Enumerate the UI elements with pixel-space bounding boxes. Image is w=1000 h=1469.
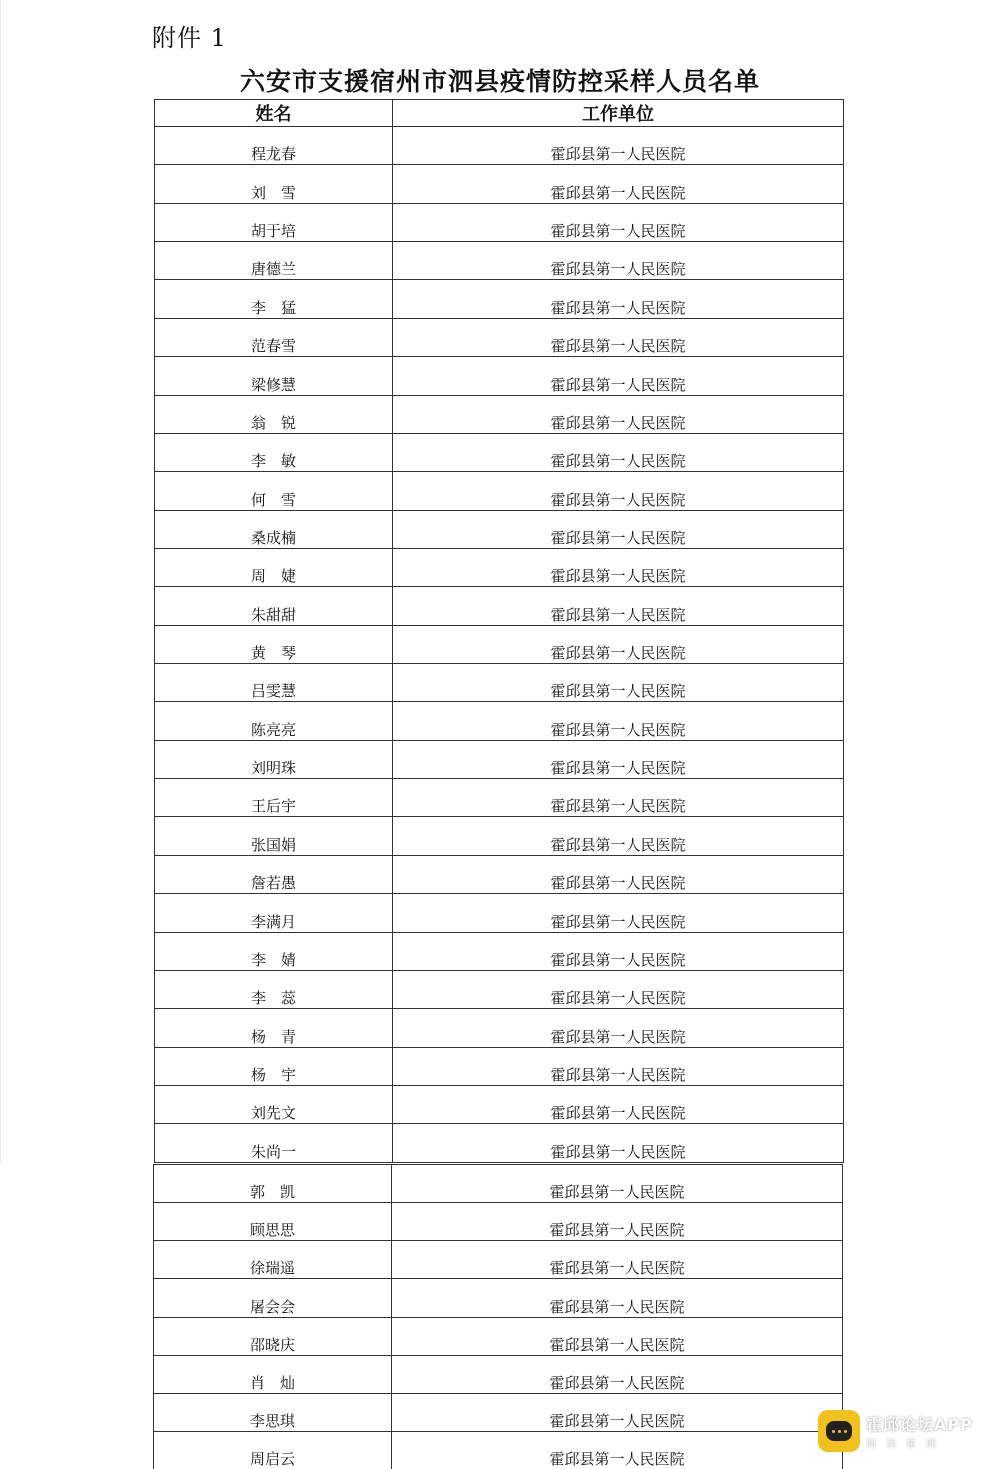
- cell-name: 刘 雪: [155, 165, 393, 203]
- cell-name: 李 蕊: [155, 970, 393, 1008]
- cell-name: 邵晓庆: [154, 1317, 392, 1355]
- table-row: [155, 395, 844, 433]
- table-row: [155, 932, 844, 970]
- cell-name: 顾思思: [154, 1203, 392, 1241]
- personnel-table-continued: [153, 1164, 843, 1469]
- table-header-row: [155, 100, 844, 127]
- cell-name: 黄 琴: [155, 625, 393, 663]
- cell-name: 唐德兰: [155, 242, 393, 280]
- page-edge: [0, 0, 1, 1162]
- cell-name: 吕雯慧: [155, 664, 393, 702]
- cell-name: 陈亮亮: [155, 702, 393, 740]
- table-row: [155, 510, 844, 548]
- cell-name: 朱甜甜: [155, 587, 393, 625]
- cell-unit: 霍邱县第一人民医院: [393, 932, 844, 970]
- cell-name: 何 雪: [155, 472, 393, 510]
- personnel-table: [154, 99, 844, 1163]
- cell-name: 胡于培: [155, 203, 393, 241]
- table-row: [155, 855, 844, 893]
- table-row: [155, 702, 844, 740]
- table-row: [155, 318, 844, 356]
- table-row: [155, 242, 844, 280]
- cell-name: 桑成楠: [155, 510, 393, 548]
- cell-unit: 霍邱县第一人民医院: [392, 1203, 843, 1241]
- cell-unit: 霍邱县第一人民医院: [393, 1124, 844, 1163]
- table-row: [154, 1203, 843, 1241]
- watermark-subtitle: 阅读霍邱: [866, 1439, 946, 1450]
- cell-name: 李 敏: [155, 433, 393, 471]
- cell-unit: 霍邱县第一人民医院: [393, 127, 844, 165]
- cell-name: 周 婕: [155, 548, 393, 586]
- cell-name: 肖 灿: [154, 1355, 392, 1393]
- cell-unit: 霍邱县第一人民医院: [393, 1009, 844, 1047]
- cell-name: 翁 锐: [155, 395, 393, 433]
- cell-unit: 霍邱县第一人民医院: [393, 1085, 844, 1123]
- cell-name: 李思琪: [154, 1393, 392, 1431]
- table-row: [155, 357, 844, 395]
- table-row: [155, 433, 844, 471]
- table-row: [155, 970, 844, 1008]
- cell-name: 屠会会: [154, 1279, 392, 1317]
- table-row: [154, 1355, 843, 1393]
- cell-unit: 霍邱县第一人民医院: [393, 587, 844, 625]
- cell-unit: 霍邱县第一人民医院: [392, 1393, 843, 1431]
- cell-name: 范春雪: [155, 318, 393, 356]
- table-row: [154, 1279, 843, 1317]
- cell-unit: 霍邱县第一人民医院: [392, 1165, 843, 1203]
- table-row: [155, 1124, 844, 1163]
- cell-unit: 霍邱县第一人民医院: [393, 664, 844, 702]
- cell-name: 王后宇: [155, 779, 393, 817]
- table-row: [155, 625, 844, 663]
- table-row: [155, 1009, 844, 1047]
- cell-name: 郭 凯: [154, 1165, 392, 1203]
- cell-unit: 霍邱县第一人民医院: [393, 817, 844, 855]
- cell-unit: 霍邱县第一人民医院: [393, 203, 844, 241]
- cell-name: 李满月: [155, 894, 393, 932]
- attachment-label: 附件 1: [152, 24, 227, 52]
- cell-unit: 霍邱县第一人民医院: [393, 779, 844, 817]
- cell-unit: 霍邱县第一人民医院: [392, 1241, 843, 1279]
- table-row: [154, 1432, 843, 1469]
- cell-unit: 霍邱县第一人民医院: [393, 318, 844, 356]
- table-row: [155, 280, 844, 318]
- cell-name: 刘先文: [155, 1085, 393, 1123]
- cell-unit: 霍邱县第一人民医院: [393, 1047, 844, 1085]
- column-header-unit: 工作单位: [393, 100, 844, 127]
- table-row: [155, 548, 844, 586]
- document-title: 六安市支援宿州市泗县疫情防控采样人员名单: [239, 67, 760, 96]
- cell-name: 杨 青: [155, 1009, 393, 1047]
- cell-name: 徐瑞遥: [154, 1241, 392, 1279]
- table-row: [155, 1047, 844, 1085]
- cell-unit: 霍邱县第一人民医院: [393, 970, 844, 1008]
- cell-unit: 霍邱县第一人民医院: [393, 894, 844, 932]
- table-row: [155, 664, 844, 702]
- cell-unit: 霍邱县第一人民医院: [393, 242, 844, 280]
- table-row: [154, 1165, 843, 1203]
- cell-name: 杨 宇: [155, 1047, 393, 1085]
- cell-name: 周启云: [154, 1432, 392, 1469]
- app-watermark: [818, 1410, 973, 1452]
- cell-name: 詹若愚: [155, 855, 393, 893]
- table-row: [155, 165, 844, 203]
- table-row: [155, 1085, 844, 1123]
- cell-unit: 霍邱县第一人民医院: [393, 280, 844, 318]
- table-row: [155, 817, 844, 855]
- cell-name: 李 婧: [155, 932, 393, 970]
- cell-unit: 霍邱县第一人民医院: [393, 625, 844, 663]
- cell-unit: 霍邱县第一人民医院: [393, 165, 844, 203]
- cell-unit: 霍邱县第一人民医院: [393, 740, 844, 778]
- cell-unit: 霍邱县第一人民医院: [393, 433, 844, 471]
- cell-unit: 霍邱县第一人民医院: [393, 702, 844, 740]
- table-row: [155, 894, 844, 932]
- table-row: [155, 740, 844, 778]
- table-row: [154, 1393, 843, 1431]
- cell-unit: 霍邱县第一人民医院: [393, 510, 844, 548]
- cell-unit: 霍邱县第一人民医院: [392, 1355, 843, 1393]
- cell-unit: 霍邱县第一人民医院: [392, 1432, 843, 1469]
- table-row: [154, 1317, 843, 1355]
- cell-unit: 霍邱县第一人民医院: [393, 855, 844, 893]
- cell-name: 朱尚一: [155, 1124, 393, 1163]
- chat-bubble-icon: [818, 1410, 860, 1452]
- cell-name: 梁修慧: [155, 357, 393, 395]
- table-row: [154, 1241, 843, 1279]
- table-row: [155, 203, 844, 241]
- table-row: [155, 127, 844, 165]
- cell-name: 刘明珠: [155, 740, 393, 778]
- cell-unit: 霍邱县第一人民医院: [393, 357, 844, 395]
- table-row: [155, 587, 844, 625]
- cell-name: 李 猛: [155, 280, 393, 318]
- cell-name: 张国娟: [155, 817, 393, 855]
- column-header-name: 姓名: [155, 100, 393, 127]
- cell-unit: 霍邱县第一人民医院: [392, 1279, 843, 1317]
- cell-name: 程龙春: [155, 127, 393, 165]
- watermark-name: 霍邱论坛APP: [866, 1415, 973, 1434]
- cell-unit: 霍邱县第一人民医院: [392, 1317, 843, 1355]
- cell-unit: 霍邱县第一人民医院: [393, 548, 844, 586]
- cell-unit: 霍邱县第一人民医院: [393, 472, 844, 510]
- table-row: [155, 472, 844, 510]
- cell-unit: 霍邱县第一人民医院: [393, 395, 844, 433]
- table-row: [155, 779, 844, 817]
